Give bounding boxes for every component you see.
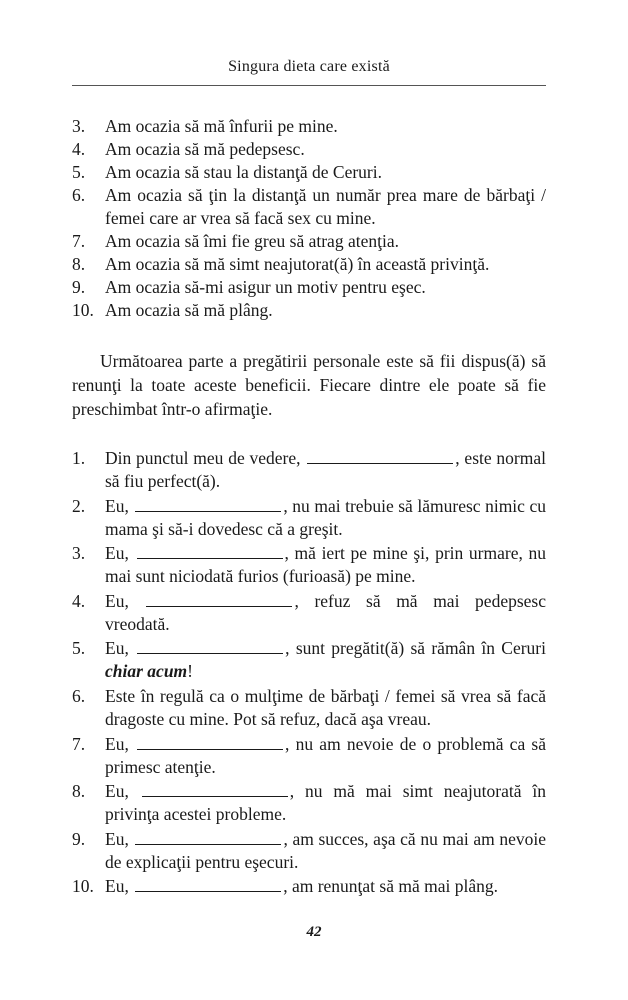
blank-fill-line: [142, 781, 288, 797]
blank-fill-line: [135, 876, 281, 892]
blank-fill-line: [146, 591, 292, 607]
body-paragraph: Următoarea parte a pregătirii personale este să fii dispus(ă) să renunţi la toate aceste beneficii. Fiecare dintre ele poate să fie preschimbat într-o afirmaţie.: [72, 351, 546, 419]
list-item: 1. Din punctul meu de vedere, , este normal să fiu perfect(ă).: [72, 448, 546, 491]
list-item: 2. Eu, , nu mai trebuie să lămuresc nimic cu mama şi să-i dovedesc că a greşit.: [72, 495, 546, 539]
list-item: 5. Am ocazia să stau la distanţă de Ceruri.: [72, 162, 382, 182]
affirmations-list: [72, 447, 546, 898]
blank-fill-line: [137, 543, 283, 559]
blank-fill-line: [137, 639, 283, 655]
list-item: 9. Am ocazia să-mi asigur un motiv pentru eşec.: [72, 277, 426, 297]
blank-fill-line: [135, 829, 281, 845]
list-item: 10. Am ocazia să mă plâng.: [72, 300, 273, 320]
list-item: 8. Am ocazia să mă simt neajutorat(ă) în această privinţă.: [72, 254, 490, 274]
page-number: 42: [306, 924, 322, 940]
list-item: 6. Am ocazia să ţin la distanţă un număr prea mare de bărbaţi / femei care ar vrea să facă sex cu mine.: [72, 185, 546, 228]
list-item: 4. Eu, , refuz să mă mai pedepsesc vreodată.: [72, 590, 546, 634]
list-item: 3. Am ocazia să mă înfurii pe mine.: [72, 116, 338, 136]
list-item: 6. Este în regulă ca o mulţime de bărbaţi / femei să vrea să facă dragoste cu mine. Pot să refuz, dacă aşa vreau.: [72, 685, 546, 729]
list-item: 10. Eu, , am renunţat să mă mai plâng.: [72, 876, 498, 897]
list-item: 5. Eu, , sunt pregătit(ă) să rămân în Ceruri chiar acum!: [72, 638, 547, 682]
blank-fill-line: [135, 496, 281, 512]
list-item: 8. Eu, , nu mă mai simt neajutorată în privinţa acestei probleme.: [72, 781, 546, 825]
page-body: [72, 115, 546, 900]
list-item: 7. Eu, , nu am nevoie de o problemă ca să primesc atenţie.: [72, 733, 546, 777]
blank-fill-line: [137, 734, 283, 750]
benefits-list: [72, 115, 546, 322]
blank-fill-line: [307, 448, 453, 464]
list-item: 3. Eu, , mă iert pe mine şi, prin urmare, nu mai sunt niciodată furios (furioasă) pe mine.: [72, 543, 547, 587]
list-item: 9. Eu, , am succes, aşa că nu mai am nevoie de explicaţii pentru eşecuri.: [72, 828, 547, 872]
list-item: 4. Am ocazia să mă pedepsesc.: [72, 139, 305, 159]
running-header: Singura dieta care există: [228, 58, 390, 75]
list-item: 7. Am ocazia să îmi fie greu să atrag atenţia.: [72, 231, 399, 251]
header-rule: [72, 85, 546, 86]
emphasis-text: chiar acum: [105, 661, 188, 682]
